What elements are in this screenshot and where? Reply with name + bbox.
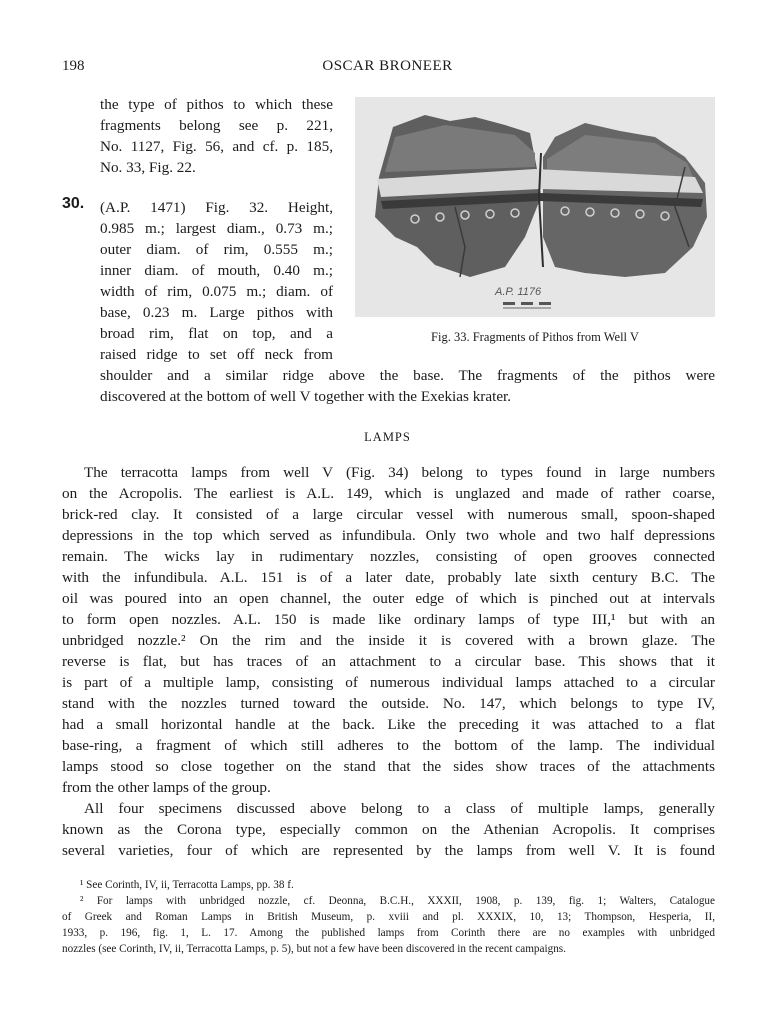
body-line: unbridged nozzle.² On the rim and the inside it is covered with a brown glaze. The bbox=[62, 632, 715, 649]
body-line: several varieties, four of which are represented by the lamps from well V. It is found bbox=[62, 842, 715, 859]
figure-photo bbox=[355, 97, 715, 317]
running-head: OSCAR BRONEER bbox=[322, 58, 453, 74]
body-line: stand with the nozzles turned toward the outside. No. 147, which belongs to type IV, bbox=[62, 695, 715, 712]
body-line: All four specimens discussed above belong to a class of multiple lamps, generally bbox=[84, 800, 715, 817]
body-line: depressions in the top which served as infundibula. Only two whole and two half depressions bbox=[62, 527, 715, 544]
body-line: brick-red clay. It consisted of a large circular vessel with numerous small, spoon-shaped bbox=[62, 506, 715, 523]
entry-line: width of rim, 0.075 m.; diam. of bbox=[100, 283, 333, 300]
figure-label: A.P. 1176 bbox=[495, 286, 542, 298]
intro-line: the type of pithos to which these bbox=[100, 96, 333, 113]
body-line: The terracotta lamps from well V (Fig. 34) belong to types found in large numbers bbox=[84, 464, 715, 481]
footnote-1: ¹ See Corinth, IV, ii, Terracotta Lamps, pp. 38 f. bbox=[80, 879, 294, 891]
entry-number: 30. bbox=[62, 195, 85, 212]
entry-line: base, 0.23 m. Large pithos with bbox=[100, 304, 333, 321]
body-line: oil was poured into an open channel, the outer edge of which is pinched out at intervals bbox=[62, 590, 715, 607]
figure-caption: Fig. 33. Fragments of Pithos from Well V bbox=[431, 330, 639, 344]
pithos-fragments-image bbox=[355, 97, 715, 317]
body-line: base-ring, a fragment of which still adheres to the bottom of the lamp. The individual bbox=[62, 737, 715, 754]
footnote-2-line: nozzles (see Corinth, IV, ii, Terracotta Lamps, p. 5), but not a few have been discovered in the recent campaigns. bbox=[62, 943, 566, 955]
body-line: remain. The wicks lay in rudimentary nozzles, consisting of open grooves connected bbox=[62, 548, 715, 565]
entry-line: 0.985 m.; largest diam., 0.73 m.; bbox=[100, 220, 333, 237]
body-line: known as the Corona type, especially common on the Athenian Acropolis. It comprises bbox=[62, 821, 715, 838]
page-number: 198 bbox=[62, 58, 85, 74]
body-line: is part of a multiple lamp, consisting of numerous individual lamps attached to a circular bbox=[62, 674, 715, 691]
entry-line-full: discovered at the bottom of well V together with the Exekias krater. bbox=[100, 388, 512, 405]
entry-line: raised ridge to set off neck from bbox=[100, 346, 333, 363]
intro-line: No. 1127, Fig. 56, and cf. p. 185, bbox=[100, 138, 333, 155]
entry-line: outer diam. of rim, 0.555 m.; bbox=[100, 241, 333, 258]
body-line: to form open nozzles. A.L. 150 is made like ordinary lamps of type III,¹ but with an bbox=[62, 611, 715, 628]
entry-line: inner diam. of mouth, 0.40 m.; bbox=[100, 262, 333, 279]
body-line: on the Acropolis. The earliest is A.L. 149, which is unglazed and made of rather coarse, bbox=[62, 485, 715, 502]
intro-line: fragments belong see p. 221, bbox=[100, 117, 333, 134]
intro-line: No. 33, Fig. 22. bbox=[100, 159, 196, 176]
entry-line-full: shoulder and a similar ridge above the base. The fragments of the pithos were bbox=[100, 367, 715, 384]
body-line: from the other lamps of the group. bbox=[62, 779, 271, 796]
footnote-2-line: 1933, p. 196, fig. 1, L. 17. Among the published lamps from Corinth there are no examples with unbridged bbox=[62, 927, 715, 939]
entry-line: broad rim, flat on top, and a bbox=[100, 325, 333, 342]
footnote-2-line: of Greek and Roman Lamps in British Museum, p. xviii and pl. XXXIX, 10, 13; Thompson, Hesperia, II, bbox=[62, 911, 715, 923]
body-line: lamps stood so close together on the stand that the sides show traces of the attachments bbox=[62, 758, 715, 775]
footnote-2-line: ² For lamps with unbridged nozzle, cf. Deonna, B.C.H., XXXII, 1908, p. 139, fig. 1; Walters, Catalogue bbox=[80, 895, 715, 907]
body-line: reverse is flat, but has traces of an attachment to a circular base. This shows that it bbox=[62, 653, 715, 670]
body-line: with the infundibula. A.L. 151 is of a later date, probably late sixth century B.C. The bbox=[62, 569, 715, 586]
section-heading: LAMPS bbox=[364, 430, 411, 444]
body-line: had a small horizontal handle at the back. Like the preceding it was attached to a flat bbox=[62, 716, 715, 733]
entry-line: (A.P. 1471) Fig. 32. Height, bbox=[100, 199, 333, 216]
